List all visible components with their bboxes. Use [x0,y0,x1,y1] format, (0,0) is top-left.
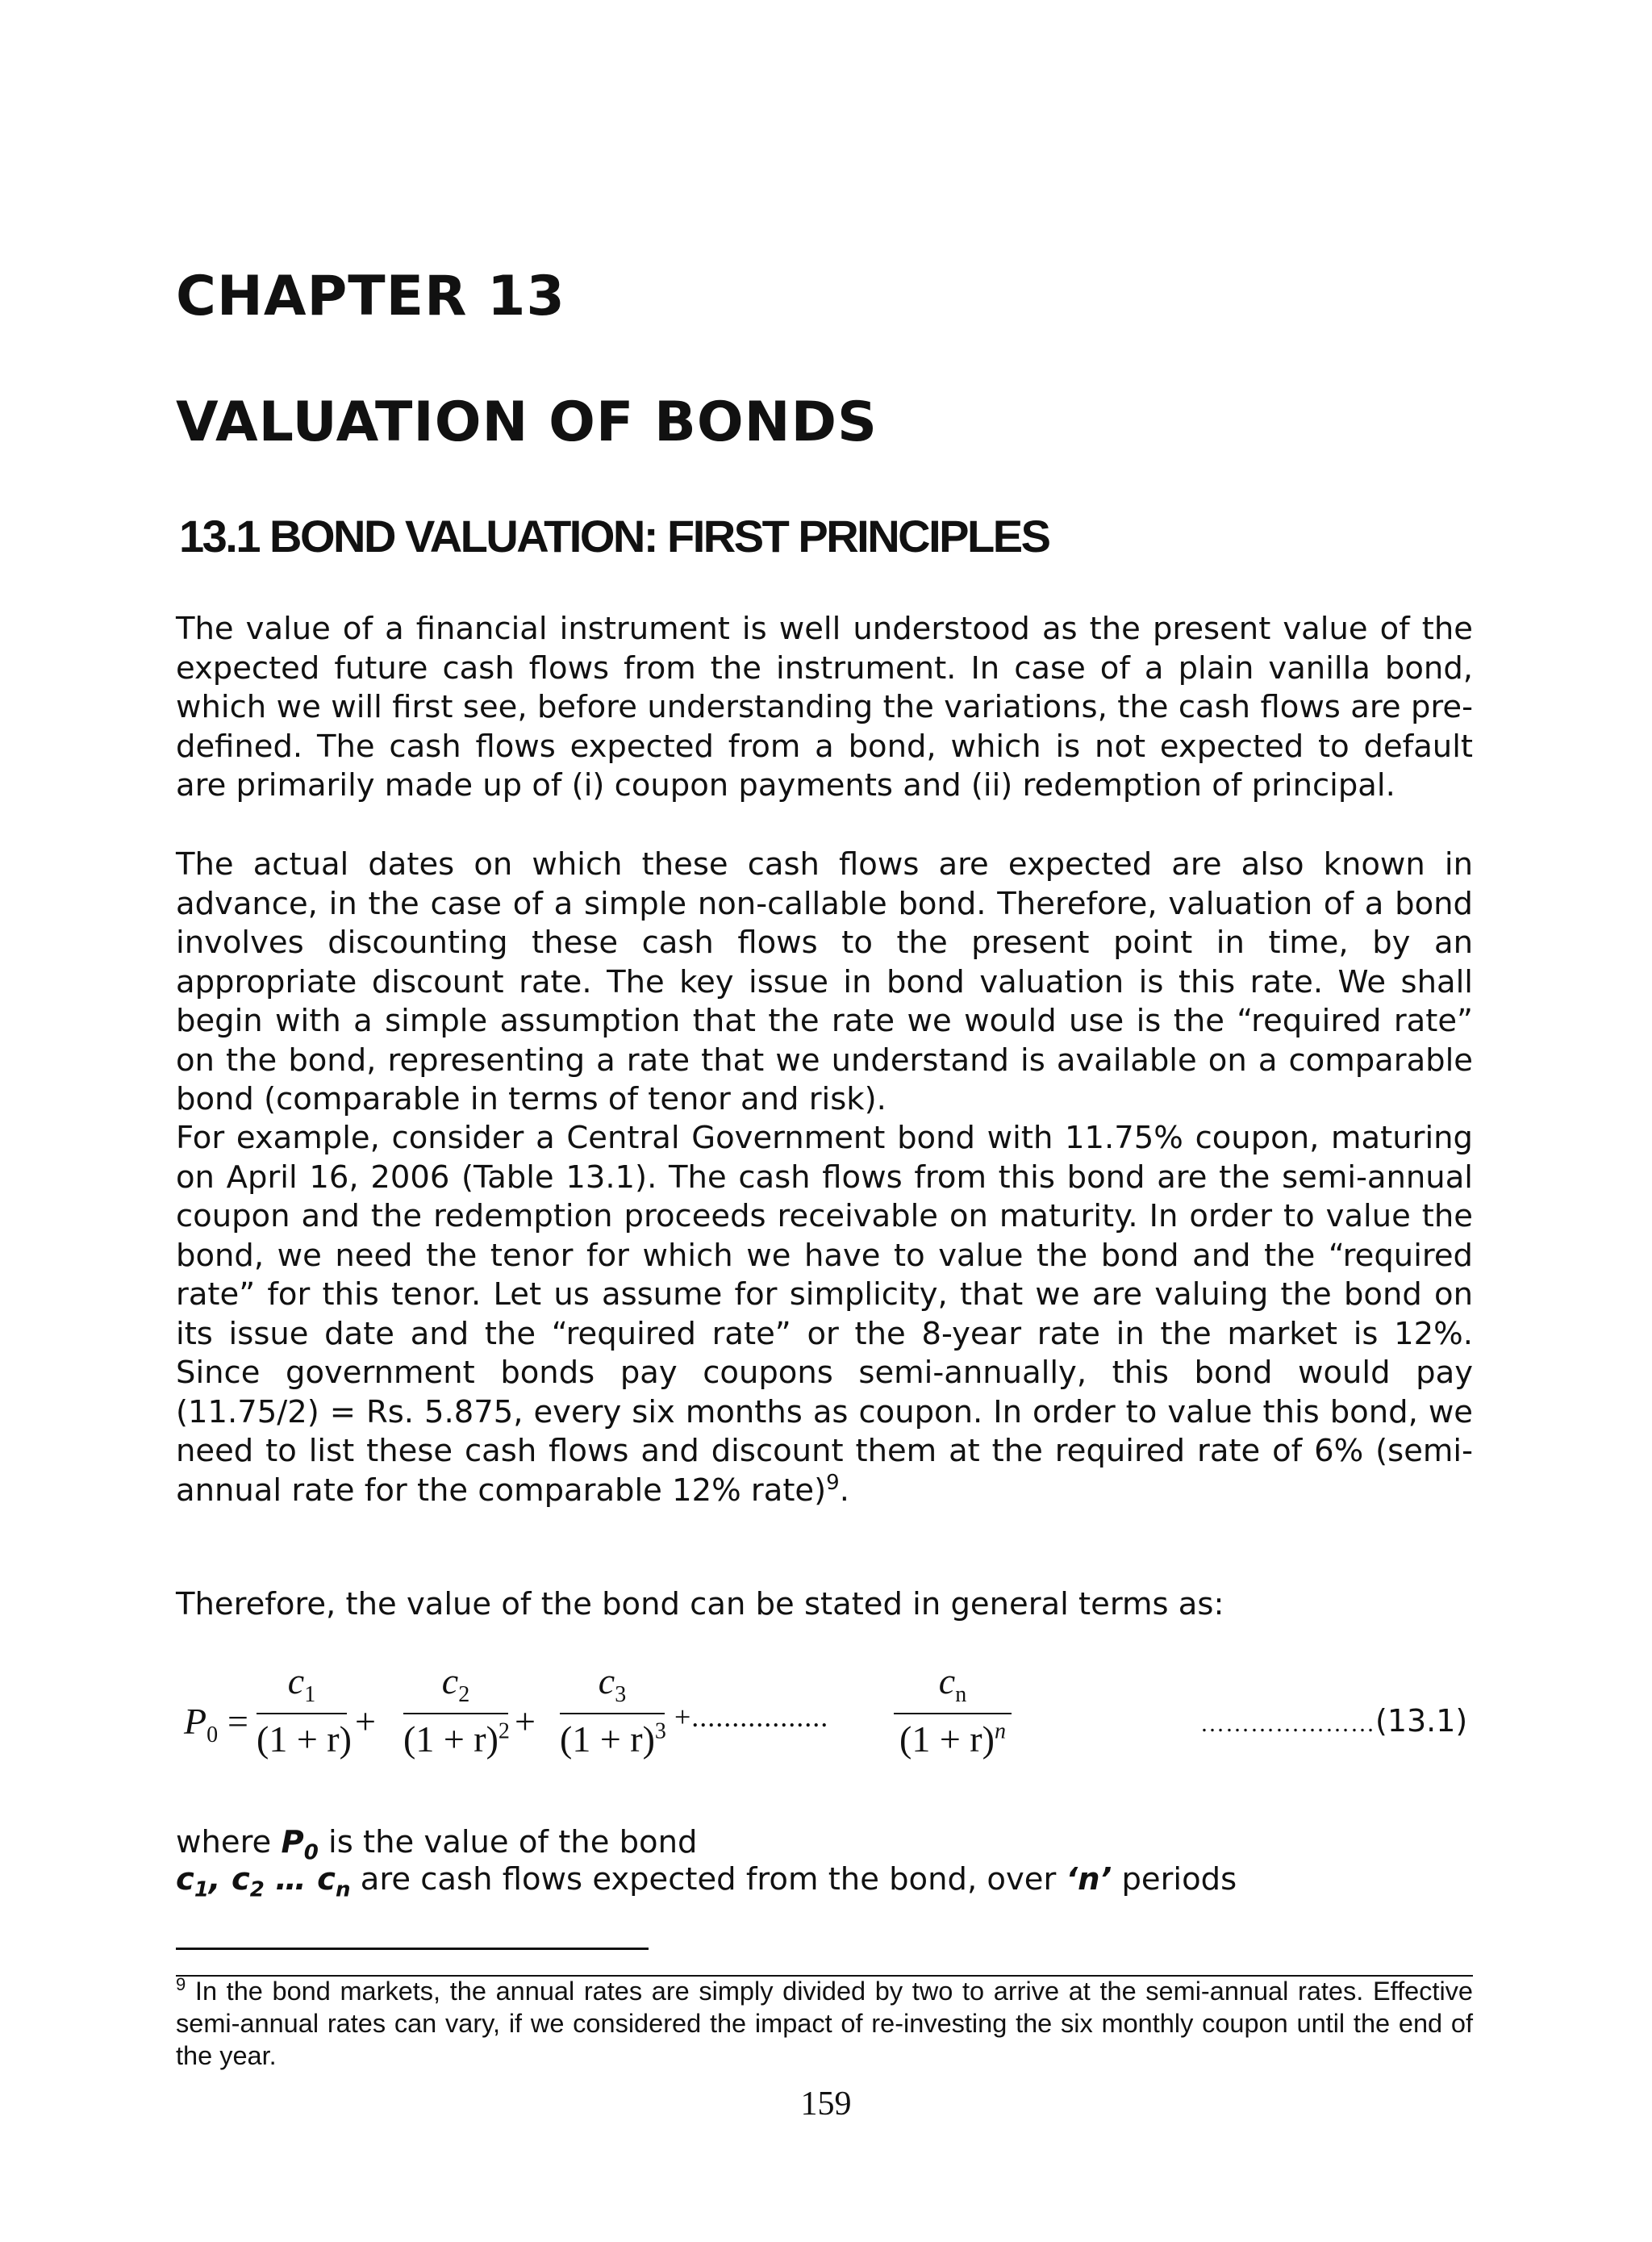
footnote-mark: 9 [176,1974,186,1995]
footnote [176,1975,1473,2072]
where-line-1: where $P_0$ is the value of the bond [176,1824,698,1865]
fraction-term-n: $c_n$ $(1 + r)^n$ [894,1660,1012,1760]
footnote-reference[interactable]: 9 [826,1470,840,1495]
plus-sign: + [515,1701,536,1742]
fraction-term-3: $c_3$ $(1 + r)^3$ [560,1660,666,1760]
ellipsis-dots: +................. [674,1701,829,1733]
equation-number: …………………(13.1) [1200,1703,1468,1739]
fraction-term-2: $c_2$ $(1 + r)^2$ [403,1660,510,1760]
paragraph-1: The value of a financial instrument is well understood as the present value of the expected future cash flows from the instrument. In case of a plain vanilla bond, which we will first see, before understanding the variations, the cash flows are pre-defined. The cash flows expected from a bond, which is not expected to default are primarily made up of (i) coupon payments and (ii) redemption of principal. [176,611,1473,804]
chapter-title: VALUATION OF BONDS [176,390,878,454]
paragraph-3-end: . [839,1472,849,1509]
fraction-term-1: $c_1$ (1 + r) [257,1660,352,1760]
footnote-separator [176,1948,649,1950]
equals-sign: = [227,1701,248,1742]
paragraph-4: Therefore, the value of the bond can be stated in general terms as: [176,1586,1224,1622]
page-number: 159 [800,2085,852,2123]
section-heading: 13.1 BOND VALUATION: FIRST PRINCIPLES [179,511,1049,562]
paragraph-2: The actual dates on which these cash flows are expected are also known in advance, in the case of a simple non-callable bond. Therefore, valuation of a bond involves discounting these cash flows to the present point in time, by an appropriate discount rate. The key issue in bond valuation is this rate. We shall begin with a simple assumption that the rate we would use is the “required rate” on the bond, representing a rate that we understand is available on a comparable bond (comparable in terms of tenor and risk). [176,846,1473,1117]
where-line-2: $c_1$, $c_2$ … $c_n$ are cash flows expected from the bond, over ‘n’ periods [176,1861,1237,1902]
paragraph-3 [176,1119,1473,1510]
bond-value-equation [176,1658,1468,1779]
paragraph-3-text: For example, consider a Central Government bond with 11.75% coupon, maturing on April 16, 2006 (Table 13.1). The cash flows from this bond are the semi-annual coupon and the redemption proceeds receivable on maturity. In order to value the bond, we need the tenor for which we have to value the bond and the “required rate” for this tenor. Let us assume for simplicity, that we are valuing the bond on its issue date and the “required rate” or the 8-year rate in the market is 12%. Since government bonds pay coupons semi-annually, this bond would pay (11.75/2) = Rs. 5.875, every six months as coupon. In order to value this bond, we need to list these cash flows and discount them at the required rate of 6% (semi-annual rate for the comparable 12% rate) [176,1120,1473,1509]
footnote-text: In the bond markets, the annual rates are simply divided by two to arrive at the semi-annual rates. Effective semi-annual rates can vary, if we considered the impact of re-investing the six monthly coupon until the end of the year. [176,1977,1473,2070]
chapter-heading: CHAPTER 13 [176,265,565,328]
plus-sign: + [355,1701,376,1742]
equation-lhs: $P_0$ [184,1701,219,1748]
